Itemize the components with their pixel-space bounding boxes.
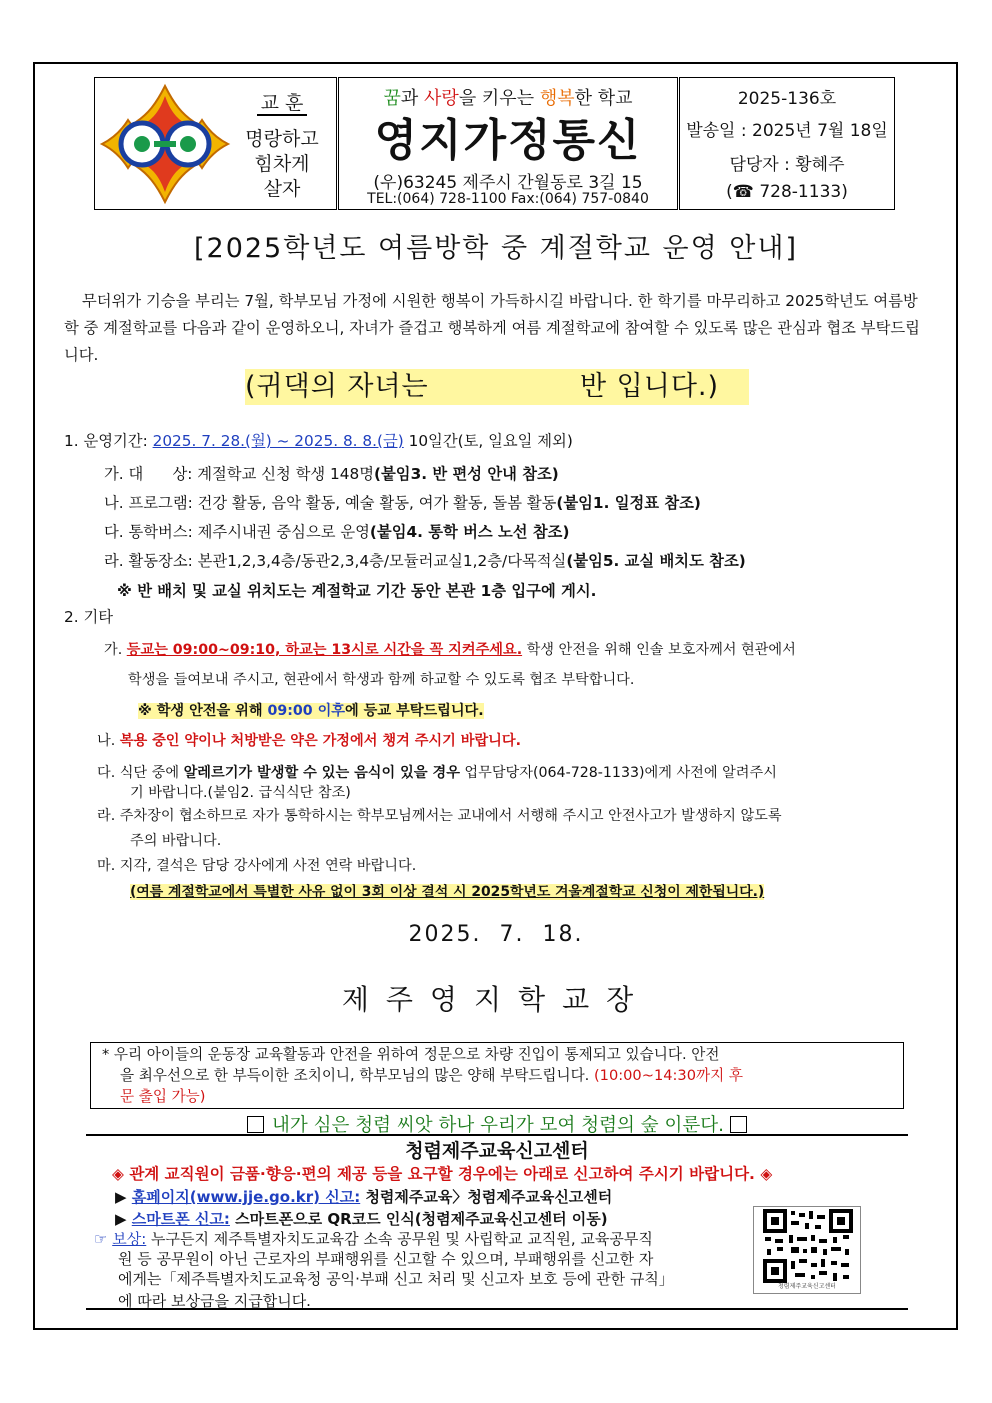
report-reward-line3: 에게는「제주특별자치도교육청 공익·부패 신고 처리 및 신고자 보호 등에 관한 규칙」 xyxy=(118,1270,674,1288)
qr-caption: 청렴제주교육신고센터 xyxy=(778,1283,836,1290)
checkbox-left-icon xyxy=(247,1116,264,1133)
gate-notice-text xyxy=(102,1044,898,1107)
section1-item-target: 가. 대 상: 계절학교 신청 학생 148명(붙임3. 반 편성 안내 참조) xyxy=(104,465,559,483)
section1-item-bus: 다. 통학버스: 제주시내권 중심으로 운영(붙임4. 통학 버스 노선 참조) xyxy=(104,523,570,541)
report-bottom-divider xyxy=(86,1308,908,1310)
document-headline: [2025학년도 여름방학 중 계절학교 운영 안내] xyxy=(193,233,798,264)
hand-point-icon: ☞ xyxy=(94,1230,113,1248)
section2-item-da: 다. 식단 중에 알레르기가 발생할 수 있는 음식이 있을 경우 업무담당자(064-728-1133)에게 사전에 알려주시 xyxy=(97,765,777,781)
motto-line-1: 명랑하고 xyxy=(245,128,319,150)
section2-item-da-line2: 기 바랍니다.(붙임2. 급식식단 참조) xyxy=(130,785,351,801)
intro-paragraph: 무더위가 기승을 부리는 7월, 학부모님 가정에 시원한 행복이 가득하시길 바랍니다. 한 학기를 마무리하고 2025학년도 여름방학 중 계절학교를 다음과 같이 운영하오니, 자녀가 즐겁고 행복하게 여름 계절학교에 참여할 수 있도록 많은 관심과 협조 부탁드립니다. xyxy=(64,292,920,364)
section2-item-ga-line2: 학생을 들여보내 주시고, 현관에서 학생과 함께 하교할 수 있도록 협조 부탁합니다. xyxy=(128,672,635,688)
section2-item-na: 나. 복용 중인 약이나 처방받은 약은 가정에서 챙겨 주시기 바랍니다. xyxy=(97,733,521,749)
document-date: 2025. 7. 18. xyxy=(408,922,584,947)
report-homepage: ▶ 홈페이지(www.jje.go.kr) 신고: 청렴제주교육〉청렴제주교육신고센터 xyxy=(115,1188,613,1206)
homepage-link[interactable]: 홈페이지(www.jje.go.kr) 신고: xyxy=(131,1188,361,1206)
class-notice xyxy=(245,369,749,405)
checkbox-right-icon xyxy=(730,1116,747,1133)
qr-code-icon xyxy=(755,1209,861,1285)
gate-notice-line2: 을 최우선으로 한 부득이한 조치이니, 학부모님의 많은 양해 부탁드립니다. (10:00~14:30까지 후 xyxy=(120,1067,743,1084)
school-logo-icon xyxy=(98,82,232,206)
section1-item-program: 나. 프로그램: 건강 활동, 음악 활동, 예술 활동, 여가 활동, 돌봄 활동(붙임1. 일정표 참조) xyxy=(104,494,701,512)
report-reward-line1: ☞ 보상: 누구든지 제주특별자치도교육감 소속 공무원 및 사립학교 교직원, 교육공무직 xyxy=(94,1230,653,1248)
manager-phone: (☎ 728-1133) xyxy=(726,182,848,202)
school-slogan: 꿈과 사랑을 키우는 행복한 학교 xyxy=(383,88,633,109)
section2-label: 2. 기타 xyxy=(64,608,114,626)
motto-line-2: 힘차게 xyxy=(254,153,310,175)
section1-note: ※ 반 배치 및 교실 위치도는 계절학교 기간 동안 본관 1층 입구에 게시. xyxy=(117,582,597,600)
school-address: (우)63245 제주시 간월동로 3길 15 xyxy=(373,173,643,193)
integrity-slogan: 내가 심은 청렴 씨앗 하나 우리가 모여 청렴의 숲 이룬다. xyxy=(90,1111,904,1137)
pointer-right-icon: ▶ xyxy=(115,1210,132,1228)
motto-line-3: 살자 xyxy=(263,178,301,200)
section1-item-place: 라. 활동장소: 본관1,2,3,4층/동관2,3,4층/모듈러교실1,2층/다목적실(붙임5. 교실 배치도 참조) xyxy=(104,552,746,570)
motto-title: 교 훈 xyxy=(240,88,324,115)
section2-item-ma: 마. 지각, 결석은 담당 강사에게 사전 연락 바랍니다. xyxy=(97,858,417,874)
section2-item-ga: 가. 등교는 09:00~09:10, 하교는 13시로 시간을 꼭 지켜주세요. 학생 안전을 위해 인솔 보호자께서 현관에서 xyxy=(104,642,796,658)
section2-item-ma-note: (여름 계절학교에서 특별한 사유 없이 3회 이상 결석 시 2025학년도 겨울계절학교 신청이 제한됩니다.) xyxy=(130,884,765,900)
class-notice-left: (귀댁의 자녀는 xyxy=(245,371,429,402)
report-reward-line2: 원 등 공무원이 아닌 근로자의 부패행위를 신고할 수 있으며, 부패행위를 신고한 자 xyxy=(118,1250,654,1268)
issue-number: 2025-136호 xyxy=(737,89,837,109)
school-tel-fax: TEL:(064) 728-1100 Fax:(064) 757-0840 xyxy=(367,191,649,207)
report-smartphone: ▶ 스마트폰 신고: 스마트폰으로 QR코드 인식(청렴제주교육신고센터 이동) xyxy=(115,1210,608,1228)
section1-period: 1. 운영기간: 2025. 7. 28.(월) ~ 2025. 8. 8.(금) 10일간(토, 일요일 제외) xyxy=(64,432,573,450)
section2-item-ga-note: ※ 학생 안전을 위해 09:00 이후에 등교 부탁드립니다. xyxy=(138,703,484,719)
gate-notice-line1: * 우리 아이들의 운동장 교육활동과 안전을 위하여 정문으로 차량 진입이 통제되고 있습니다. 안전 xyxy=(102,1046,720,1063)
report-reward-line4: 에 따라 보상금을 지급합니다. xyxy=(118,1292,311,1310)
report-warning: ◈ 관계 교직원이 금품·향응·편의 제공 등을 요구할 경우에는 아래로 신고하여 주시기 바랍니다. ◈ xyxy=(112,1165,773,1183)
section2-item-ra: 라. 주차장이 협소하므로 자가 통학하시는 학부모님께서는 교내에서 서행해 주시고 안전사고가 발생하지 않도록 xyxy=(97,808,782,824)
section2-item-ra-line2: 주의 바랍니다. xyxy=(130,833,222,849)
manager: 담당자 : 황혜주 xyxy=(729,155,845,175)
newsletter-title: 영지가정통신 xyxy=(374,115,642,166)
gate-notice-line3: 문 출입 가능) xyxy=(120,1088,206,1105)
pointer-right-icon: ▶ xyxy=(115,1188,132,1206)
class-notice-right: 반 입니다.) xyxy=(580,371,720,402)
issue-date: 발송일 : 2025년 7월 18일 xyxy=(686,121,888,141)
report-center-title: 청렴제주교육신고센터 xyxy=(405,1140,589,1162)
school-principal: 제주영지학교장 xyxy=(341,983,651,1016)
